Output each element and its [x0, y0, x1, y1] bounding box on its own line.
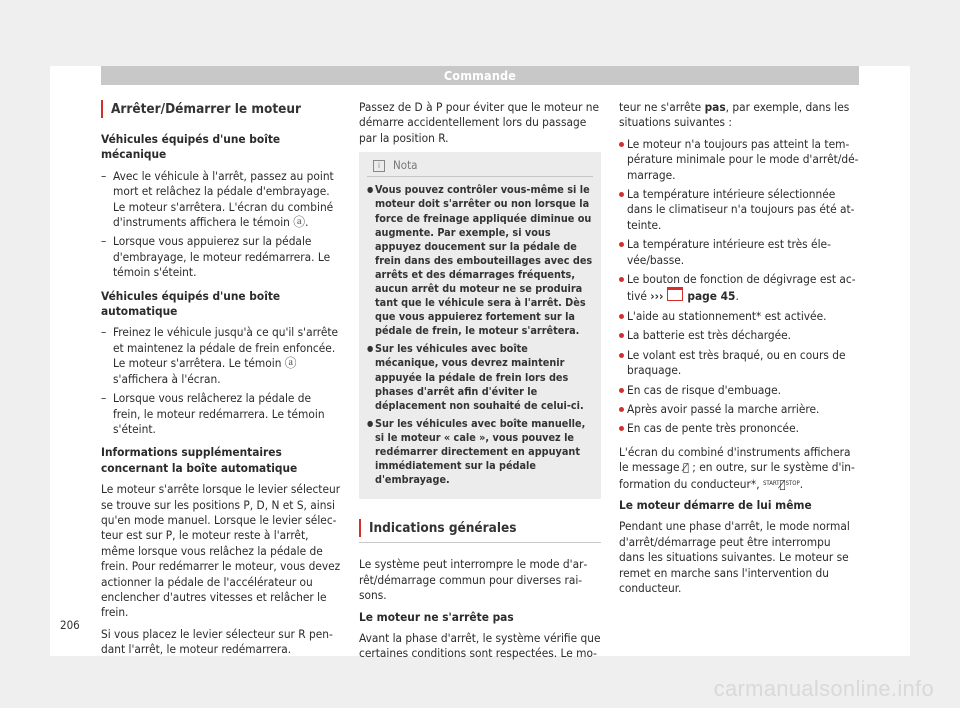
list-item: – Avec le véhicule à l'arrêt, passez au point mort et relâchez la pédale d'embrayage. Le moteur s'arrêtera. L'écran du combiné d'instruments affichera le témoin ⓐ.	[101, 169, 341, 231]
auto-gearbox-heading: Véhicules équipés d'une boîte automatique	[101, 288, 281, 319]
text-emphasis: pas	[704, 100, 726, 114]
column-right	[619, 100, 859, 602]
paragraph: Le système peut interrompre le mode d'arrêt/démarrage commun pour diverses raisons.	[359, 557, 588, 603]
paragraph: Passez de D à P pour éviter que le moteur ne démarre accidentellement lors du passage par la position R.	[359, 100, 600, 145]
paragraph: L'écran du combiné d'instruments affichera le message Ⓐ̸ ; en outre, sur le système d'information du conducteur*, $^{START}$Ⓐ̸$^{STOP}$.	[619, 444, 855, 491]
paragraph: Pendant une phase d'arrêt, le mode normal d'arrêt/démarrage peut être interrompu dans les situations suivantes. Le moteur se remet en marche sans l'intervention du conducteur.	[619, 519, 850, 595]
manual-steps	[101, 169, 341, 281]
extra-info-heading: Informations supplémentaires concernant la boîte automatique	[101, 445, 298, 475]
section-title-stop-start: Arrêter/Démarrer le moteur	[101, 100, 341, 118]
list-item: Le bouton de fonction de dégivrage est activé ››› page 45.	[619, 272, 859, 305]
list-item: – Lorsque vous appuierez sur la pédale d'embrayage, le moteur redémarrera. Le témoin s'éteint.	[101, 234, 341, 280]
paragraph: Si vous placez le levier sélecteur sur R pendant l'arrêt, le moteur redémarrera.	[101, 626, 333, 657]
condition-list	[619, 137, 859, 437]
start-label: START	[762, 479, 780, 487]
paragraph: Avant la phase d'arrêt, le système vérifie que certaines conditions sont respectées. Le mo-	[359, 630, 601, 661]
text-run: teur ne s'arrête	[619, 100, 705, 114]
list-item: – Freinez le véhicule jusqu'à ce qu'il s'arrête et maintenez la pédale de frein enfoncée. Le moteur s'arrêtera. Le témoin ⓐ s'affichera à l'écran.	[101, 325, 341, 387]
note-title: Nota	[393, 158, 418, 173]
section-title-general: Indications générales	[359, 519, 601, 537]
restart-heading: Le moteur démarre de lui même	[619, 497, 812, 512]
note-header	[367, 158, 593, 177]
info-icon: i	[373, 160, 385, 172]
manual-gearbox-heading: Véhicules équipés d'une boîte mécanique	[101, 132, 281, 162]
watermark: carmanualsonline.info	[713, 676, 934, 701]
text-run: , par exemple, dans les situations suivantes :	[619, 100, 850, 130]
column-left	[101, 100, 341, 664]
book-icon	[667, 287, 683, 301]
section-header-general	[359, 519, 601, 543]
list-item: L'aide au stationnement* est activée.	[619, 309, 859, 324]
page-reference-link[interactable]: ››› page 45	[650, 289, 736, 304]
text-run: L'écran du combiné d'instruments affichera le message	[619, 444, 851, 475]
list-item: La température intérieure est très élevée/basse.	[619, 237, 859, 268]
column-middle	[359, 100, 601, 668]
text-run: ; en outre, sur le système d'information du conducteur*,	[619, 460, 855, 491]
page-reference-text: page 45	[687, 289, 736, 304]
auto-steps	[101, 325, 341, 437]
note-item: ● Sur les véhicules avec boîte mécanique, vous devrez maintenir appuyée la pédale de frein lors des phases d'arrêt afin d'éviter le déplacement non souhaité de celui-ci.	[367, 342, 593, 412]
list-item: – Lorsque vous relâcherez la pédale de frein, le moteur redémarrera. Le témoin s'éteint.	[101, 391, 341, 437]
list-item: En cas de risque d'embuage.	[619, 383, 859, 398]
text-run: Le bouton de fonction de dégivrage est activé	[627, 272, 856, 304]
chapter-header: Commande	[101, 66, 859, 85]
note-item: ● Vous pouvez contrôler vous-même si le moteur doit s'arrêter ou non lorsque la force de freinage appliquée diminue ou augmente. Par exemple, si vous appuyez doucement sur la pédale de frein dans des embouteillages avec des arrêts et des démarrages fréquents, aucun arrêt du moteur ne se produira tant que le véhicule sera à l'arrêt. Dès que vous appuierez fortement sur la pédale de frein, le moteur s'arrêtera.	[367, 183, 593, 338]
start-stop-disabled-icon: Ⓐ̸	[779, 477, 786, 491]
list-item: Le volant est très braqué, ou en cours de braquage.	[619, 348, 859, 379]
list-item: Le moteur n'a toujours pas atteint la température minimale pour le mode d'arrêt/démarrage.	[619, 137, 859, 183]
note-box	[359, 152, 601, 499]
list-item: Après avoir passé la marche arrière.	[619, 402, 859, 417]
no-stop-heading: Le moteur ne s'arrête pas	[359, 609, 514, 624]
paragraph	[619, 100, 859, 131]
list-item: La batterie est très déchargée.	[619, 328, 859, 343]
note-item: ● Sur les véhicules avec boîte manuelle, si le moteur « cale », vous pouvez le redémarrer directement en appuyant immédiatement sur la pédale d'embrayage.	[367, 417, 593, 487]
list-item: En cas de pente très prononcée.	[619, 421, 859, 436]
paragraph: Le moteur s'arrête lorsque le levier sélecteur se trouve sur les positions P, D, N et S, ainsi qu'en mode manuel. Lorsque le levier sélecteur est sur P, le moteur reste à l'arrêt, même lorsque vous relâchez la pédale de frein. Pour redémarrer le moteur, vous devez actionner la pédale de l'accélérateur ou enclencher d'autres vitesses et relâcher le frein.	[101, 482, 341, 620]
page-number: 206	[60, 618, 80, 632]
list-item: La température intérieure sélectionnée dans le climatiseur n'a toujours pas été atteinte.	[619, 187, 859, 233]
start-stop-disabled-icon: Ⓐ̸	[682, 461, 689, 475]
stop-label: STOP	[785, 479, 800, 487]
